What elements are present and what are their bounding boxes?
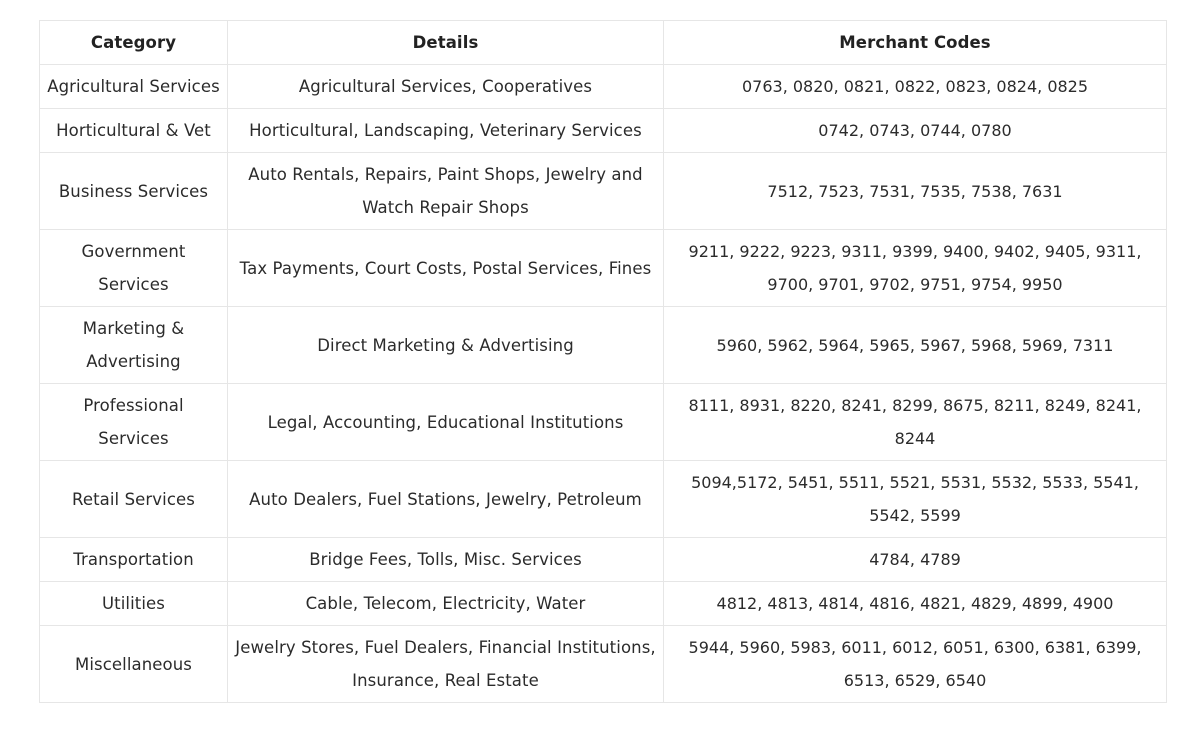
table-row xyxy=(40,109,1167,153)
category-cell: Government Services xyxy=(40,230,228,307)
category-cell: Business Services xyxy=(40,153,228,230)
category-cell: Horticultural & Vet xyxy=(40,109,228,153)
table-row xyxy=(40,307,1167,384)
category-cell: Utilities xyxy=(40,582,228,626)
merchant-codes-table-container xyxy=(39,20,1166,703)
codes-cell: 4784, 4789 xyxy=(664,538,1167,582)
header-merchant-codes: Merchant Codes xyxy=(664,21,1167,65)
details-cell: Direct Marketing & Advertising xyxy=(228,307,664,384)
codes-cell: 5960, 5962, 5964, 5965, 5967, 5968, 5969, 7311 xyxy=(664,307,1167,384)
details-cell: Auto Rentals, Repairs, Paint Shops, Jewelry and Watch Repair Shops xyxy=(228,153,664,230)
table-row xyxy=(40,626,1167,703)
table-row xyxy=(40,582,1167,626)
table-row xyxy=(40,384,1167,461)
codes-cell: 9211, 9222, 9223, 9311, 9399, 9400, 9402, 9405, 9311, 9700, 9701, 9702, 9751, 9754, 9950 xyxy=(664,230,1167,307)
table-header-row xyxy=(40,21,1167,65)
details-cell: Legal, Accounting, Educational Institutions xyxy=(228,384,664,461)
details-cell: Bridge Fees, Tolls, Misc. Services xyxy=(228,538,664,582)
header-category: Category xyxy=(40,21,228,65)
codes-cell: 5094,5172, 5451, 5511, 5521, 5531, 5532, 5533, 5541, 5542, 5599 xyxy=(664,461,1167,538)
details-cell: Jewelry Stores, Fuel Dealers, Financial Institutions, Insurance, Real Estate xyxy=(228,626,664,703)
table-row xyxy=(40,461,1167,538)
codes-cell: 7512, 7523, 7531, 7535, 7538, 7631 xyxy=(664,153,1167,230)
category-cell: Professional Services xyxy=(40,384,228,461)
details-cell: Tax Payments, Court Costs, Postal Services, Fines xyxy=(228,230,664,307)
codes-cell: 8111, 8931, 8220, 8241, 8299, 8675, 8211, 8249, 8241, 8244 xyxy=(664,384,1167,461)
category-cell: Retail Services xyxy=(40,461,228,538)
details-cell: Horticultural, Landscaping, Veterinary Services xyxy=(228,109,664,153)
codes-cell: 4812, 4813, 4814, 4816, 4821, 4829, 4899, 4900 xyxy=(664,582,1167,626)
category-cell: Miscellaneous xyxy=(40,626,228,703)
category-cell: Transportation xyxy=(40,538,228,582)
details-cell: Auto Dealers, Fuel Stations, Jewelry, Petroleum xyxy=(228,461,664,538)
category-cell: Agricultural Services xyxy=(40,65,228,109)
table-row xyxy=(40,153,1167,230)
merchant-codes-table xyxy=(39,20,1167,703)
header-details: Details xyxy=(228,21,664,65)
table-row xyxy=(40,230,1167,307)
table-row xyxy=(40,538,1167,582)
details-cell: Agricultural Services, Cooperatives xyxy=(228,65,664,109)
codes-cell: 5944, 5960, 5983, 6011, 6012, 6051, 6300, 6381, 6399, 6513, 6529, 6540 xyxy=(664,626,1167,703)
category-cell: Marketing & Advertising xyxy=(40,307,228,384)
table-row xyxy=(40,65,1167,109)
codes-cell: 0742, 0743, 0744, 0780 xyxy=(664,109,1167,153)
codes-cell: 0763, 0820, 0821, 0822, 0823, 0824, 0825 xyxy=(664,65,1167,109)
details-cell: Cable, Telecom, Electricity, Water xyxy=(228,582,664,626)
